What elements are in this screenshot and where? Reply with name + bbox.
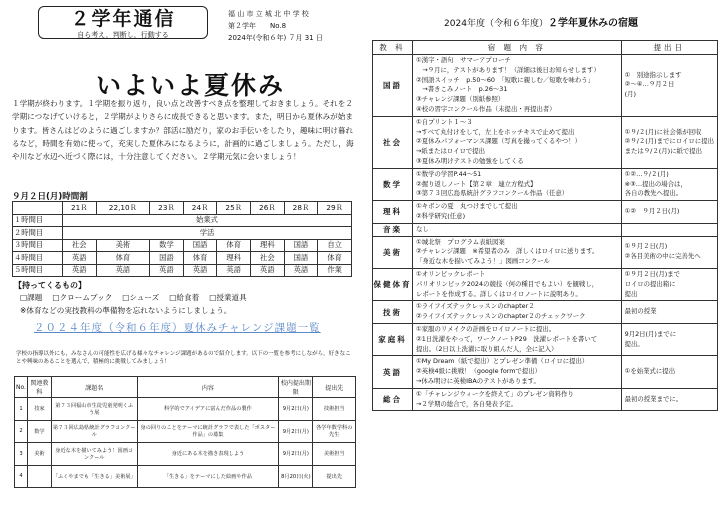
schedule-row	[13, 264, 352, 277]
challenge-cell: 9月2日(月)	[279, 420, 313, 443]
homework-due-line: 各自の教先へ提出。	[624, 189, 683, 198]
homework-subject: 社会	[373, 116, 413, 168]
homework-line: ①家服のリメイクの計画をロイロノートに提出。	[416, 324, 556, 333]
homework-row	[373, 323, 718, 355]
homework-header: 宿 題 内 容	[413, 41, 622, 55]
schedule-period: ３時間目	[13, 239, 63, 252]
challenge-cell: 美術	[27, 443, 51, 466]
homework-due-line: 提出。	[624, 339, 644, 348]
homework-line: ②夏休みパフォーマンス課題（写真を撮ってくるやつ！）	[416, 137, 581, 146]
challenge-row	[15, 465, 356, 488]
homework-line: →紙またはロイロで提出	[416, 147, 486, 156]
homework-content	[413, 388, 622, 411]
homework-line: ①ライフイズテックレッスンのchapter２	[416, 302, 535, 311]
homework-line: ①数学の学習P.44〜51	[416, 169, 482, 178]
schedule-cell: 数学	[150, 239, 184, 252]
challenge-cell: 科学的でアイデアに富んだ作品の製作	[137, 398, 279, 421]
challenge-cell: 技家	[27, 398, 51, 421]
challenge-cell	[27, 465, 51, 488]
checklist-item: □シューズ	[122, 293, 160, 302]
challenge-cell: 4	[15, 465, 28, 488]
homework-content	[413, 116, 622, 168]
homework-line: →すべて丸付けをして，左上をホッチキスで止めて提出	[416, 127, 575, 136]
challenge-row	[15, 398, 356, 421]
schedule-cell: 体育	[217, 239, 251, 252]
schedule-cell: 体育	[183, 252, 217, 265]
schedule-cell: 英語	[96, 264, 150, 277]
homework-row	[373, 223, 718, 236]
homework-line: 提出。（2日以上洗濯に取り組んだ人，全に記入）	[416, 344, 558, 353]
schedule-table	[12, 201, 352, 277]
challenge-header: 校内提出期限	[279, 377, 313, 398]
homework-header: 教 科	[373, 41, 413, 55]
left-page	[0, 0, 358, 511]
schedule-class: 29Ｒ	[318, 202, 352, 215]
challenge-cell: 美術担当	[313, 443, 356, 466]
newsletter-title: ２学年通信	[70, 8, 176, 30]
schedule-row	[13, 239, 352, 252]
items-heading: 【持ってくるもの】	[14, 281, 86, 290]
challenge-note: 学校の指導以外にも，みなさんの可能性を広げる様々なチャレンジ課題があるので紹介します。以下の一覧を参考にしながら，好きなことや興味のあることを選んで，積極的に挑戦してみましょう！	[16, 351, 351, 365]
challenge-header: 関連教科	[27, 377, 51, 398]
homework-line: ①キボンの夏 丸つけまでして提出	[416, 202, 518, 211]
issue-line	[228, 20, 323, 32]
issue-year: 第２学年	[228, 22, 256, 30]
homework-line: ①自プリント１〜３	[416, 117, 473, 126]
homework-subject: 理科	[373, 201, 413, 224]
homework-heading	[362, 14, 720, 29]
schedule-cell: 国語	[183, 239, 217, 252]
homework-subject: 英語	[373, 356, 413, 388]
schedule-row	[13, 214, 352, 227]
homework-heading-year: 2024年度（令和６年度）	[444, 19, 548, 29]
schedule-header-row	[13, 202, 352, 215]
homework-due	[621, 201, 717, 224]
homework-line: なし	[416, 224, 429, 233]
homework-due-line: 最初の授業	[624, 307, 657, 316]
homework-line: ①漢字・語句 サマーアプローチ	[416, 56, 511, 64]
homework-due	[621, 236, 717, 268]
homework-content	[413, 268, 622, 300]
homework-due-line: ②９/２(月)までにロイロに提出	[624, 137, 714, 146]
homework-due-line: (月)	[624, 90, 637, 99]
homework-content	[413, 301, 622, 324]
homework-due-line: ①９月２日(月)まで	[624, 269, 681, 278]
homework-row	[373, 236, 718, 268]
homework-content	[413, 201, 622, 224]
challenge-cell: 身近な木を描いてみよう！図画コンクール	[51, 443, 137, 466]
challenge-cell: 3	[15, 443, 28, 466]
school-info	[228, 8, 323, 44]
challenge-header: No.	[15, 377, 28, 398]
homework-content	[413, 168, 622, 200]
homework-line: ②1日洗濯をやって，ワークノートP29 洗濯レポートを書いて	[416, 334, 598, 343]
schedule-cell: 国語	[150, 252, 184, 265]
homework-due	[621, 388, 717, 411]
newsletter-motto: 自ら考え，判断し，行動する	[77, 31, 169, 39]
challenge-cell: 身の回りのことをテーマに統計グラフで表した「ポスター作品」の募集	[137, 420, 279, 443]
checklist-item: □給食着	[169, 293, 200, 302]
challenge-cell: 第７３回福山市生徒児童発明くふう展	[51, 398, 137, 421]
homework-line: ①城北祭 プログラム表紙図案	[416, 237, 505, 246]
schedule-cell: 国語	[284, 252, 318, 265]
homework-due-line: ①②…９/２(月)	[624, 169, 669, 178]
homework-line: →休み明けに英検IBAのテストがあります。	[416, 376, 540, 385]
homework-due	[621, 268, 717, 300]
homework-subject: 家庭科	[373, 323, 413, 355]
schedule-cell: 理科	[251, 239, 285, 252]
challenge-cell: 9月2日(月)	[279, 443, 313, 466]
homework-content	[413, 223, 622, 236]
newsletter-title-box	[38, 6, 208, 39]
homework-row	[373, 201, 718, 224]
school-name: 福 山 市 立 城 北 中 学 校	[228, 10, 309, 18]
schedule-cell: 英語	[284, 264, 318, 277]
schedule-corner	[13, 202, 63, 215]
items-checklist	[20, 292, 257, 303]
schedule-cell: 英語	[150, 264, 184, 277]
homework-line: 「身近な木を描いてみよう！」図画コンクール	[416, 257, 550, 266]
schedule-cell: 自立	[318, 239, 352, 252]
homework-due-line: ①を始業式に提出	[624, 367, 676, 376]
homework-due	[621, 55, 717, 117]
schedule-cell: 国語	[284, 239, 318, 252]
homework-line: ③チャレンジ課題（別紙参照）	[416, 95, 505, 104]
schedule-class: 28Ｒ	[284, 202, 318, 215]
schedule-cell: 英語	[183, 264, 217, 277]
schedule-row	[13, 252, 352, 265]
homework-line: ①「チャレンジウィークを終えて」のプレゼン資料作り	[416, 389, 574, 398]
homework-due	[621, 323, 717, 355]
schedule-class: 23Ｒ	[150, 202, 184, 215]
schedule-class: 21Ｒ	[63, 202, 97, 215]
schedule-period: ２時間目	[13, 227, 63, 240]
challenge-table	[14, 376, 356, 488]
homework-due-line: ロイロの提出箱に	[624, 279, 676, 288]
homework-row	[373, 388, 718, 411]
schedule-cell: 美術	[96, 239, 150, 252]
homework-row	[373, 268, 718, 300]
challenge-cell: 身近にある木を描き表現しよう	[137, 443, 279, 466]
challenge-cell: 8月20日(火)	[279, 465, 313, 488]
homework-subject: 保健体育	[373, 268, 413, 300]
challenge-cell: 1	[15, 398, 28, 421]
homework-row	[373, 356, 718, 388]
issue-date: 2024年(令和６年) ７月 31 日	[228, 34, 323, 42]
schedule-class: 26Ｒ	[251, 202, 285, 215]
schedule-span-cell: 始業式	[63, 214, 352, 227]
schedule-row	[13, 227, 352, 240]
homework-due	[621, 223, 717, 236]
homework-due	[621, 301, 717, 324]
schedule-class: 22,10Ｒ	[96, 202, 150, 215]
homework-due-line: 最初の授業までに。	[624, 394, 683, 403]
homework-subject: 音楽	[373, 223, 413, 236]
homework-subject: 数学	[373, 168, 413, 200]
headline: いよいよ夏休み	[96, 71, 286, 100]
homework-line: ③第７３回広島県統計グラフコンクール作品（任意）	[416, 189, 569, 198]
homework-line: ②握り返しノート【第２章 連立方程式】	[416, 179, 537, 188]
schedule-period: ４時間目	[13, 252, 63, 265]
schedule-period: ５時間目	[13, 264, 63, 277]
schedule-cell: 社会	[251, 252, 285, 265]
homework-line: ②科学研究(任意)	[416, 211, 466, 220]
checklist-item: □課題	[20, 293, 43, 302]
schedule-cell: 英語	[63, 264, 97, 277]
challenge-cell: 各学年数学科の先生	[313, 420, 356, 443]
homework-line: ②ライフイズテックレッスンのchapter２のチェックワーク	[416, 312, 586, 321]
homework-due	[621, 356, 717, 388]
homework-table	[372, 40, 718, 411]
homework-content	[413, 356, 622, 388]
homework-due	[621, 168, 717, 200]
homework-line: →９月に，テストがあります！（詳細は後日お知らせします）	[416, 65, 600, 74]
homework-content	[413, 323, 622, 355]
homework-row	[373, 301, 718, 324]
homework-due-line: または９/２(月)に紙で提出	[624, 147, 703, 156]
homework-line: ③夏休み明けテストの勉強をしてくる	[416, 156, 524, 165]
homework-line: レポートを作成する。詳しくはロイロノートに説明あり。	[416, 289, 582, 298]
homework-row	[373, 168, 718, 200]
homework-due-line: ※③…提出の場合は，	[624, 179, 687, 188]
right-page	[362, 0, 720, 511]
homework-header-row	[373, 41, 718, 55]
homework-line: ④校の習字コンクール作品（未提出・再提出者）	[416, 104, 556, 113]
challenge-cell: 「生きる」をテーマにした絵画や作品	[137, 465, 279, 488]
schedule-cell: 社会	[63, 239, 97, 252]
challenge-header: 課題名	[51, 377, 137, 398]
homework-header: 提出日	[621, 41, 717, 55]
challenge-title: ２０２４年度（令和６年度）夏休みチャレンジ課題一覧	[34, 322, 321, 334]
schedule-span-cell: 学活	[63, 227, 352, 240]
homework-line: ②国語スイッチ p.50〜60 「短歌に親しむ／短歌を味わう」	[416, 75, 594, 84]
homework-row	[373, 116, 718, 168]
schedule-cell: 作業	[318, 264, 352, 277]
challenge-row	[15, 420, 356, 443]
homework-due-line: ①９/２(月)に社会係が回収	[624, 127, 702, 136]
schedule-class: 25Ｒ	[217, 202, 251, 215]
schedule-cell: 英語	[251, 264, 285, 277]
homework-subject: 美術	[373, 236, 413, 268]
homework-line: →書きこみノート p.26〜31	[416, 85, 508, 94]
homework-due-line: ②〜④…９月２日	[624, 80, 675, 89]
homework-due-line: ①９月２日(月)	[624, 242, 668, 251]
schedule-cell: 理科	[217, 252, 251, 265]
homework-due-line: ① 別途指示します	[624, 70, 682, 79]
homework-due-line: ①② ９月２日(月)	[624, 207, 680, 216]
items-note: ※体育などの実技教科の準備物を忘れないようにしましょう。	[20, 306, 232, 315]
challenge-cell: 2	[15, 420, 28, 443]
challenge-cell: 技術担当	[313, 398, 356, 421]
intro-text: １学期が終わります。１学期を振り返り，良い点と改善すべき点を整理しておきましょう。それを２学期につなげていけると，２学期がよりさらに成長できると思います。また，明日から夏休みが始まります。皆さんはどのように過ごしますか？部活に励だり，家のお手伝いをしたり，趣味に明け暮れるなど，時間を有効に使って，充実した夏休みになるように，計画的に過ごしましょう。ただし，海や川など水辺へ近づく際には，十分注意してください。２学期元気に会いましょう！	[12, 99, 354, 162]
homework-content	[413, 236, 622, 268]
homework-due-line: ②各目美術の中に完善先へ	[624, 252, 701, 261]
schedule-cell: 体育	[318, 252, 352, 265]
homework-line: ①オリンピックレポート	[416, 269, 486, 278]
homework-subject: 総合	[373, 388, 413, 411]
challenge-header-row	[15, 377, 356, 398]
schedule-class: 24Ｒ	[183, 202, 217, 215]
homework-row	[373, 55, 718, 117]
issue-number: No.8	[270, 22, 287, 30]
schedule-cell: 英語	[217, 264, 251, 277]
homework-line: ②英検4級に挑戦！（google formで提出）	[416, 367, 542, 376]
challenge-header: 内容	[137, 377, 279, 398]
homework-line: ②チャレンジ課題 ※希望者のみ 詳しくはロイロに送ります。	[416, 247, 599, 256]
schedule-period: １時間目	[13, 214, 63, 227]
homework-due-line: 提出	[624, 289, 638, 298]
schedule-heading: ９月２日(月)時間割	[12, 192, 88, 202]
homework-subject: 技術	[373, 301, 413, 324]
homework-due	[621, 116, 717, 168]
challenge-cell: 提出先	[313, 465, 356, 488]
homework-content	[413, 55, 622, 117]
challenge-cell: 数学	[27, 420, 51, 443]
challenge-cell: 9月2日(月)	[279, 398, 313, 421]
homework-heading-title: ２学年夏休みの宿題	[547, 18, 638, 29]
homework-line: パリオリンピック2024の競技（何の種目でもよい）を観戦し，	[416, 279, 599, 288]
challenge-cell: 「ふくやまでも「生きる」美術展」	[51, 465, 137, 488]
homework-due-line: 9月2日(月)までに	[624, 329, 677, 338]
challenge-cell: 第７３回広島県統計グラフコンクール	[51, 420, 137, 443]
checklist-item: □授業道具	[209, 293, 247, 302]
challenge-row	[15, 443, 356, 466]
challenge-header: 提出先	[313, 377, 356, 398]
schedule-cell: 体育	[96, 252, 150, 265]
checklist-item: □クロームブック	[52, 293, 113, 302]
homework-subject: 国語	[373, 55, 413, 117]
homework-line: ①My Dream（紙で提出）とプレゼン準備（ロイロに提出）	[416, 357, 589, 366]
schedule-cell: 英語	[63, 252, 97, 265]
homework-line: →２学期の総合で，各自発表予定。	[416, 399, 518, 408]
